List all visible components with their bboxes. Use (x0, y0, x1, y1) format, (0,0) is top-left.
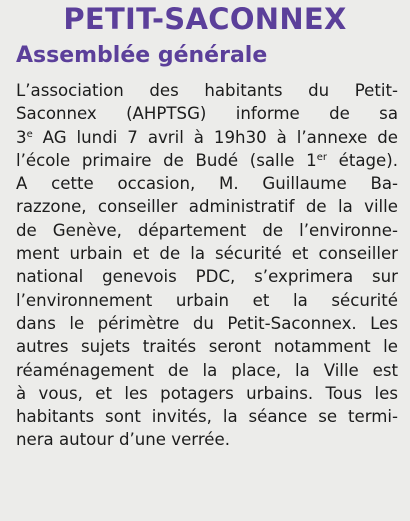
article-line-text: Saconnex (AHPTSG) informe de sa (16, 104, 398, 124)
article-line-text: nera autour d’une verrée. (16, 430, 230, 450)
article-line (16, 312, 398, 335)
article-line (16, 428, 398, 451)
article-subtitle: Assemblée générale (16, 43, 268, 68)
article-line (16, 382, 398, 405)
article-line-text: ment urbain et de la sécurité et conseiller (16, 244, 398, 264)
article-line-text: national genevois PDC, s’exprimera sur (16, 267, 398, 287)
article-line-text: A cette occasion, M. Guillaume Ba- (16, 174, 398, 194)
article-line (16, 79, 398, 102)
article-line-text: habitants sont invités, la séance se termi- (16, 407, 398, 427)
article-line-text: de Genève, département de l’environne- (16, 220, 398, 240)
article-line-text: dans le périmètre du Petit-Saconnex. Les (16, 313, 398, 333)
article-line-text: razzone, conseiller administratif de la ville (16, 197, 398, 217)
article-line-text: réaménagement de la place, la Ville est (16, 360, 398, 380)
article-line (16, 172, 398, 195)
article-line (16, 126, 398, 149)
article-line (16, 242, 398, 265)
article-line (16, 335, 398, 358)
article-line-text: autres sujets traités seront notamment le (16, 337, 398, 357)
article-line (16, 359, 398, 382)
ordinal-superscript: er (316, 151, 327, 163)
ordinal-superscript: e (26, 128, 33, 140)
section-title: PETIT-SACONNEX (63, 2, 347, 36)
article-line (16, 265, 398, 288)
article-line (16, 289, 398, 312)
article-line-text: à vous, et les potagers urbains. Tous les (16, 383, 398, 403)
article-line-text: L’association des habitants du Petit- (16, 81, 398, 100)
article-line-text: 3 (16, 127, 27, 147)
article-line-text: l’environnement urbain et la sécurité (16, 290, 398, 310)
article-line-text: l’école primaire de Budé (salle 1 (16, 150, 317, 170)
article-line (16, 195, 398, 218)
article-line (16, 149, 398, 172)
article-body (16, 79, 398, 452)
article-line (16, 405, 398, 428)
article-line (16, 219, 398, 242)
article-line (16, 102, 398, 125)
article-line-text: étage). (326, 150, 398, 170)
article-line-text: AG lundi 7 avril à 19h30 à l’annexe de (32, 127, 398, 147)
